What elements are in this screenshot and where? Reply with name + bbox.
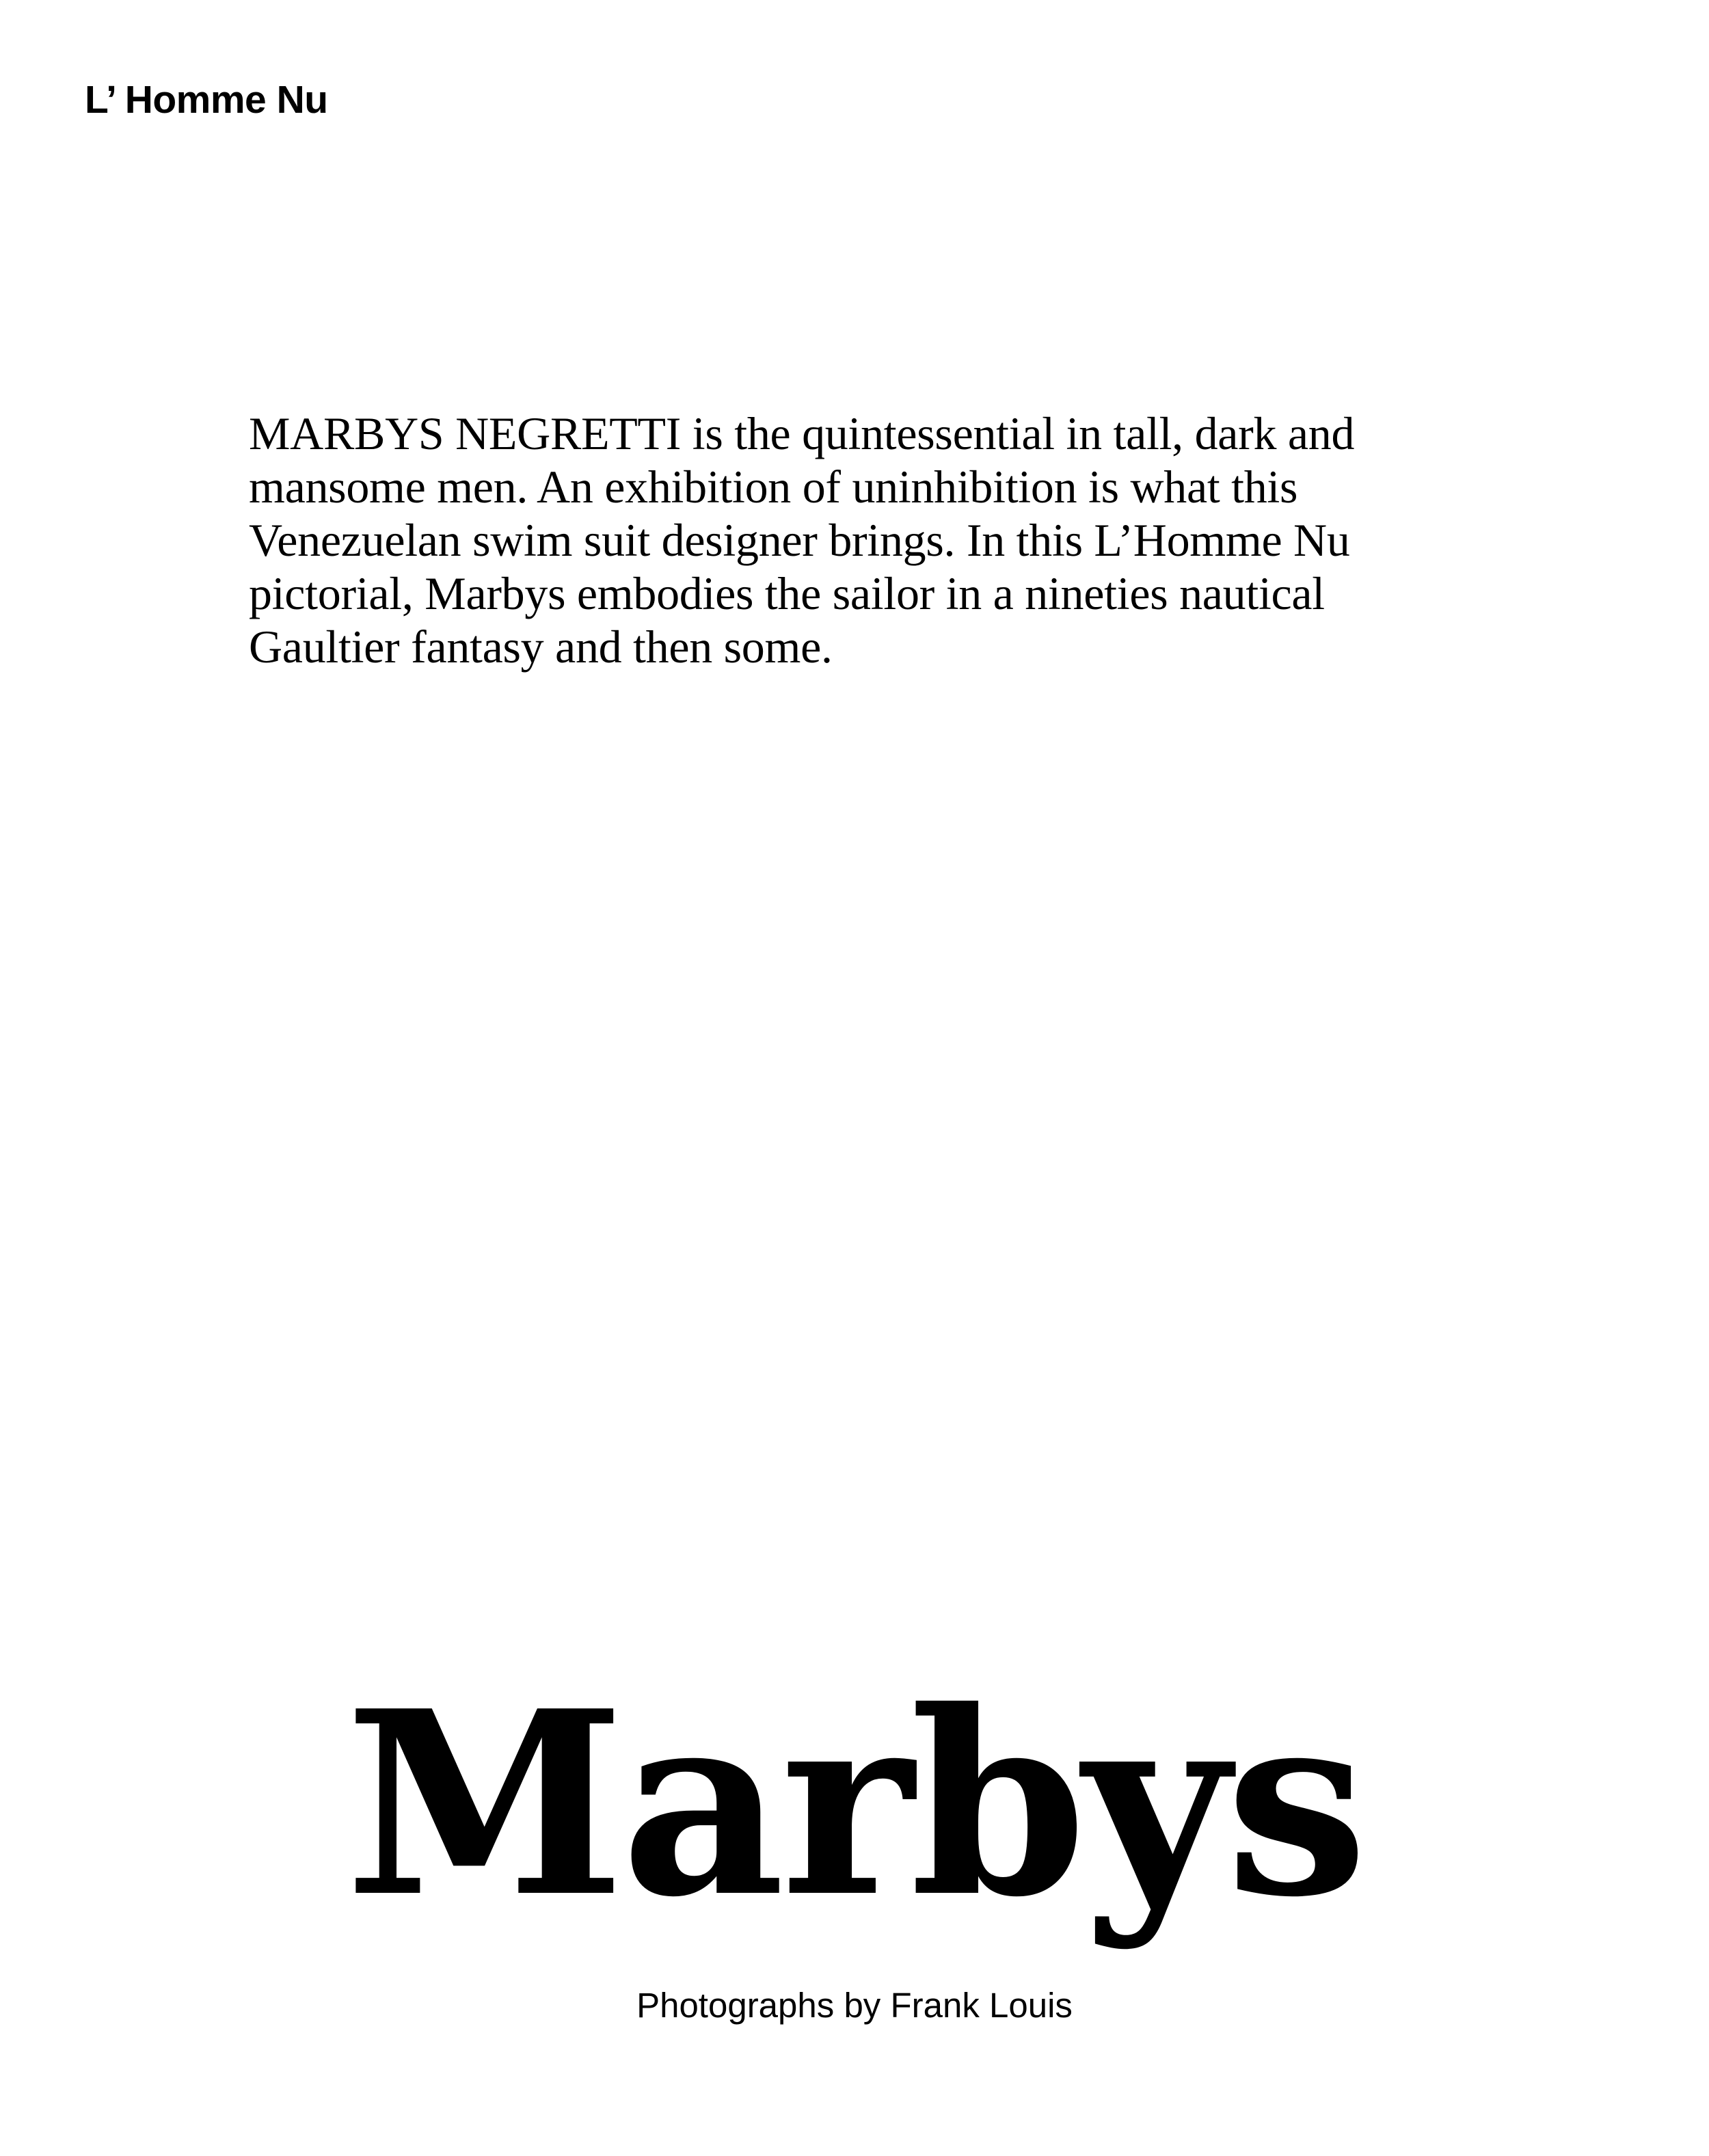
photo-credit: Photographs by Frank Louis xyxy=(636,1986,1073,2025)
masthead: L’ Homme Nu xyxy=(85,78,328,122)
intro-line: Venezuelan swim suit designer brings. In this L’Homme Nu xyxy=(249,514,1350,566)
intro-line: pictorial, Marbys embodies the sailor in a nineties nautical xyxy=(249,567,1325,619)
intro-line: MARBYS NEGRETTI is the quintessential in tall, dark and xyxy=(249,407,1355,459)
feature-headline: Marbys xyxy=(345,1656,1364,1953)
intro-line: Gaultier fantasy and then some. xyxy=(249,621,833,673)
intro-paragraph xyxy=(249,407,1452,673)
intro-line: mansome men. An exhibition of uninhibition is what this xyxy=(249,461,1298,513)
